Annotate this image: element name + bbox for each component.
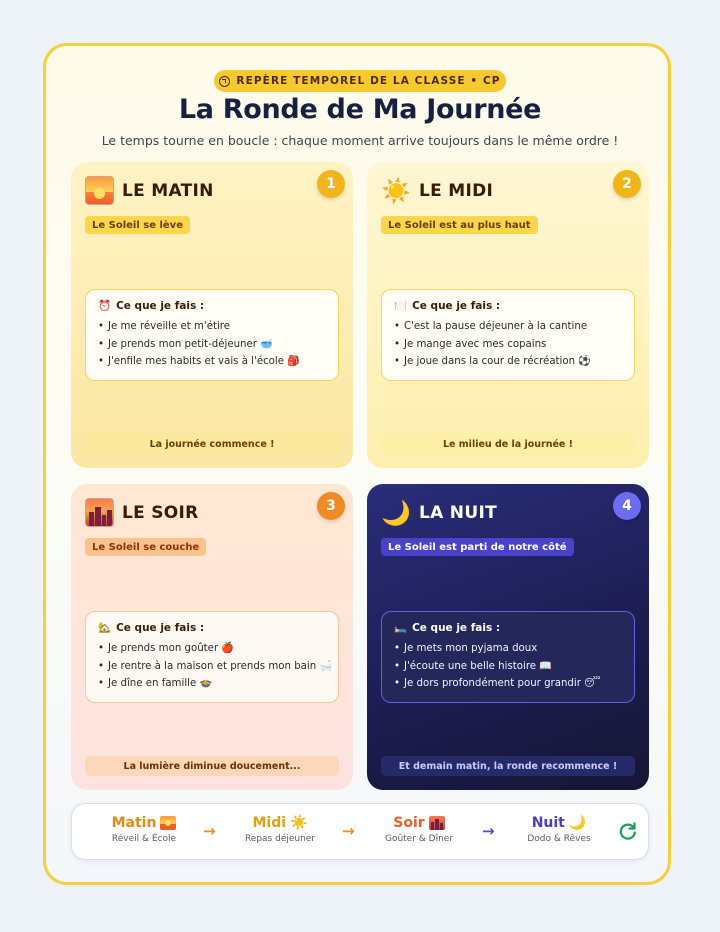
- sun-status: Le Soleil est parti de notre côté: [381, 538, 574, 556]
- activities-box: [85, 611, 339, 703]
- step-badge: 4: [613, 492, 641, 520]
- step-desc: Repas déjeuner: [244, 834, 316, 844]
- list-item: • J'enfile mes habits et vais à l'école 🎒: [98, 353, 326, 371]
- card-footer: La journée commence !: [85, 434, 339, 454]
- city-sunset-icon: [429, 816, 445, 830]
- list-item: • Je prends mon petit-déjeuner 🥣: [98, 336, 326, 354]
- list-item: • Je dîne en famille 🍲: [98, 675, 326, 693]
- refresh-icon: [618, 821, 638, 841]
- card-title: LA NUIT: [419, 503, 497, 523]
- card-soir: [71, 484, 353, 790]
- activities-label: Ce que je fais :: [412, 299, 501, 312]
- card-title: LE MATIN: [122, 180, 214, 201]
- page-subtitle: Le temps tourne en boucle : chaque moment arrive toujours dans le même ordre !: [101, 133, 619, 148]
- step-desc: Réveil & École: [111, 834, 177, 844]
- step-desc: Dodo & Rêves: [527, 834, 591, 844]
- timeline-step-matin: [94, 815, 194, 844]
- day-cycle-timeline: [71, 803, 649, 860]
- class-tag: [214, 70, 506, 92]
- list-item: • Je joue dans la cour de récréation ⚽: [394, 353, 622, 371]
- activities-label: Ce que je fais :: [412, 621, 501, 634]
- plate-icon: 🍽️: [394, 300, 408, 312]
- sun-icon: ☀️: [290, 815, 308, 831]
- house-icon: 🏡: [98, 622, 112, 634]
- activities-box: [381, 289, 635, 381]
- card-title: LE SOIR: [122, 502, 199, 523]
- moon-icon: 🌙: [381, 499, 411, 527]
- moon-icon: 🌙: [568, 815, 587, 831]
- arrow-right-icon: →: [482, 822, 495, 840]
- page-title: La Ronde de Ma Journée: [178, 94, 542, 125]
- sun-status: Le Soleil se lève: [85, 216, 190, 234]
- sun-status: Le Soleil est au plus haut: [381, 216, 538, 234]
- step-badge: 1: [317, 170, 345, 198]
- step-name: Soir: [393, 815, 425, 831]
- step-name: Matin: [111, 815, 157, 831]
- card-nuit: [367, 484, 649, 790]
- list-item: • C'est la pause déjeuner à la cantine: [394, 318, 622, 336]
- card-title: LE MIDI: [419, 181, 494, 201]
- arrow-right-icon: →: [203, 822, 216, 840]
- card-footer: Et demain matin, la ronde recommence !: [381, 756, 635, 776]
- timeline-step-soir: [369, 815, 469, 844]
- list-item: • J'écoute une belle histoire 📖: [394, 658, 622, 676]
- activities-label: Ce que je fais :: [116, 621, 205, 634]
- compass-icon: [219, 76, 230, 87]
- timeline-step-midi: [230, 815, 330, 844]
- card-footer: Le milieu de la journée !: [381, 434, 635, 454]
- card-midi: [367, 162, 649, 468]
- sunrise-icon: [85, 176, 114, 205]
- class-tag-label: REPÈRE TEMPOREL DE LA CLASSE • CP: [236, 75, 501, 87]
- sun-status: Le Soleil se couche: [85, 538, 206, 556]
- arrow-right-icon: →: [342, 822, 355, 840]
- list-item: • Je dors profondément pour grandir 😴: [394, 675, 622, 693]
- card-matin: [71, 162, 353, 468]
- sunrise-icon: [160, 816, 176, 830]
- list-item: • Je me réveille et m'étire: [98, 318, 326, 336]
- bed-icon: 🛏️: [394, 622, 408, 634]
- list-item: • Je mets mon pyjama doux: [394, 640, 622, 658]
- step-badge: 2: [613, 170, 641, 198]
- sun-icon: ☀️: [381, 177, 411, 205]
- list-item: • Je rentre à la maison et prends mon bain 🛁: [98, 658, 326, 676]
- activities-box: [85, 289, 339, 381]
- card-footer: La lumière diminue doucement...: [85, 756, 339, 776]
- step-badge: 3: [317, 492, 345, 520]
- activities-label: Ce que je fais :: [116, 299, 205, 312]
- step-desc: Goûter & Dîner: [384, 834, 454, 844]
- activities-box: [381, 611, 635, 703]
- list-item: • Je prends mon goûter 🍎: [98, 640, 326, 658]
- step-name: Nuit: [531, 815, 565, 831]
- step-name: Midi: [252, 815, 287, 831]
- city-sunset-icon: [85, 498, 114, 527]
- list-item: • Je mange avec mes copains: [394, 336, 622, 354]
- alarm-clock-icon: ⏰: [98, 300, 112, 312]
- timeline-step-nuit: [509, 815, 609, 844]
